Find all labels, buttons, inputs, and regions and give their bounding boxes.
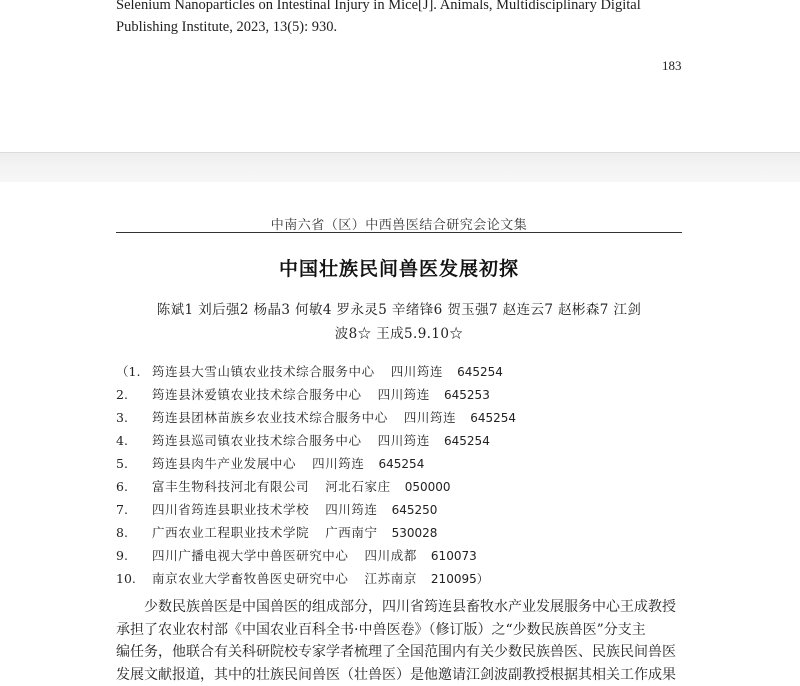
affiliation-list bbox=[116, 360, 682, 590]
affiliation-location: 四川成都 bbox=[365, 548, 417, 563]
affiliation-item bbox=[116, 383, 682, 406]
affiliation-zip: 645253 bbox=[444, 388, 490, 402]
affiliation-location: 广西南宁 bbox=[325, 525, 377, 540]
header-rule bbox=[116, 232, 682, 233]
affiliation-location: 四川筠连 bbox=[391, 364, 443, 379]
affiliation-org: 筠连县大雪山镇农业技术综合服务中心 bbox=[152, 364, 375, 379]
body-line: 发展文献报道，其中的壮族民间兽医（壮兽医）是他邀请江剑波副教授根据其相关工作成果 bbox=[116, 664, 682, 686]
affiliation-zip: 645254 bbox=[444, 434, 490, 448]
affiliation-location: 江苏南京 bbox=[365, 571, 417, 586]
affiliation-org: 筠连县团林苗族乡农业技术综合服务中心 bbox=[152, 410, 388, 425]
affiliation-zip: 210095） bbox=[431, 572, 489, 586]
affiliation-item bbox=[116, 475, 682, 498]
affiliation-number: 6. bbox=[116, 475, 152, 498]
affiliation-zip: 645254 bbox=[379, 457, 425, 471]
page-number: 183 bbox=[662, 58, 682, 74]
affiliation-location: 四川筠连 bbox=[378, 433, 430, 448]
affiliation-item bbox=[116, 544, 682, 567]
affiliation-item bbox=[116, 406, 682, 429]
author-line: 波8☆ 王成5.9.10☆ bbox=[116, 322, 682, 346]
affiliation-zip: 645250 bbox=[392, 503, 438, 517]
body-line: 少数民族兽医是中国兽医的组成部分，四川省筠连县畜牧水产业发展服务中心王成教授 bbox=[116, 596, 682, 619]
body-line: 编任务，他联合有关科研院校专家学者梳理了全国范围内有关少数民族兽医、民族民间兽医 bbox=[116, 641, 682, 664]
affiliation-zip: 610073 bbox=[431, 549, 477, 563]
page-separator bbox=[0, 152, 800, 183]
affiliation-org: 广西农业工程职业技术学院 bbox=[152, 525, 309, 540]
affiliation-location: 四川筠连 bbox=[312, 456, 364, 471]
affiliation-org: 南京农业大学畜牧兽医史研究中心 bbox=[152, 571, 349, 586]
affiliation-org: 筠连县肉牛产业发展中心 bbox=[152, 456, 296, 471]
affiliation-org: 筠连县巡司镇农业技术综合服务中心 bbox=[152, 433, 362, 448]
affiliation-number: 5. bbox=[116, 452, 152, 475]
author-list bbox=[116, 298, 682, 346]
affiliation-location: 河北石家庄 bbox=[325, 479, 391, 494]
affiliation-item bbox=[116, 498, 682, 521]
affiliation-location: 四川筠连 bbox=[378, 387, 430, 402]
affiliation-number: （1. bbox=[116, 360, 152, 383]
running-head: 中南六省（区）中西兽医结合研究会论文集 bbox=[116, 214, 682, 233]
affiliation-item bbox=[116, 429, 682, 452]
affiliation-location: 四川筠连 bbox=[404, 410, 456, 425]
affiliation-number: 2. bbox=[116, 383, 152, 406]
affiliation-number: 3. bbox=[116, 406, 152, 429]
affiliation-number: 7. bbox=[116, 498, 152, 521]
paper-title: 中国壮族民间兽医发展初探 bbox=[116, 254, 682, 281]
reference-line: Publishing Institute, 2023, 13(5): 930. bbox=[116, 16, 682, 38]
affiliation-number: 8. bbox=[116, 521, 152, 544]
affiliation-number: 4. bbox=[116, 429, 152, 452]
affiliation-org: 四川广播电视大学中兽医研究中心 bbox=[152, 548, 349, 563]
previous-page bbox=[0, 0, 800, 152]
affiliation-item bbox=[116, 567, 682, 590]
body-paragraph bbox=[116, 596, 682, 686]
affiliation-zip: 645254 bbox=[470, 411, 516, 425]
reference-entry bbox=[116, 0, 682, 38]
affiliation-org: 筠连县沐爱镇农业技术综合服务中心 bbox=[152, 387, 362, 402]
affiliation-item bbox=[116, 360, 682, 383]
affiliation-org: 四川省筠连县职业技术学校 bbox=[152, 502, 309, 517]
affiliation-item bbox=[116, 521, 682, 544]
affiliation-zip: 530028 bbox=[392, 526, 438, 540]
affiliation-number: 9. bbox=[116, 544, 152, 567]
body-line: 承担了农业农村部《中国农业百科全书·中兽医卷》（修订版）之“少数民族兽医”分支主 bbox=[116, 619, 682, 642]
affiliation-zip: 050000 bbox=[405, 480, 451, 494]
affiliation-location: 四川筠连 bbox=[325, 502, 377, 517]
affiliation-zip: 645254 bbox=[457, 365, 503, 379]
reference-line: Selenium Nanoparticles on Intestinal Injury in Mice[J]. Animals, Multidisciplinary Digital bbox=[116, 0, 682, 16]
author-line: 陈斌1 刘后强2 杨晶3 何敏4 罗永灵5 辛绪锋6 贺玉强7 赵连云7 赵彬森7 江剑 bbox=[116, 298, 682, 322]
affiliation-number: 10. bbox=[116, 567, 152, 590]
affiliation-item bbox=[116, 452, 682, 475]
affiliation-org: 富丰生物科技河北有限公司 bbox=[152, 479, 309, 494]
